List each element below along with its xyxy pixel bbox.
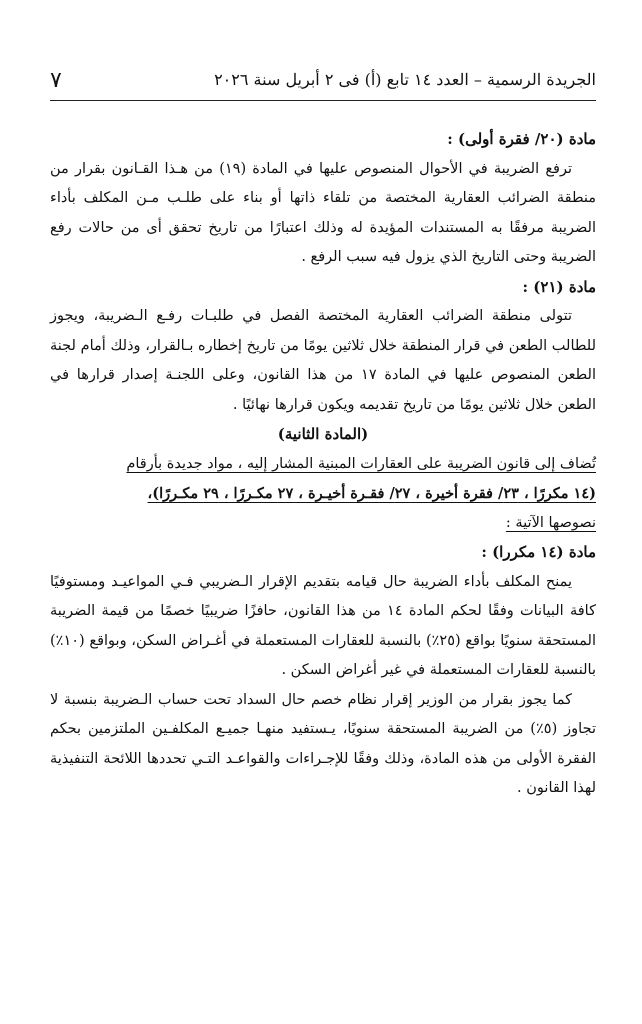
header-divider xyxy=(50,100,596,101)
document-body xyxy=(50,125,596,804)
article-14bis-heading: مادة (١٤ مكررا) : xyxy=(481,543,596,561)
page-number: ٧ xyxy=(50,68,62,93)
gazette-header-title: الجريدة الرسمية – العدد ١٤ تابع (أ) فى ٢ أبريل سنة ٢٠٢٦ xyxy=(214,70,596,89)
article-20-heading: مادة (٢٠/ فقرة أولى) : xyxy=(447,130,596,148)
second-article-intro-line2: (١٤ مكررًا ، ٢٣/ فقرة أخيرة ، ٢٧/ فقـرة أخيـرة ، ٢٧ مكـررًا ، ٢٩ مكـررًا)، xyxy=(147,485,596,502)
article-14bis-para2: كما يجوز بقرار من الوزير إقرار نظام خصم حال السداد تحت حساب الـضريبة بنسبة لا تجاوز (٥٪) من الضريبة المستحقة سنويًا، يـستفيد منهـا جميـع المكلفـين الملتزمين بحكم الفقرة الأولى من هذه المادة، وذلك وفقًا للإجـراءات والقواعـد التـي تحددها اللائحة التنفيذية لهذا القانون . xyxy=(50,691,596,796)
second-article-heading: (المادة الثانية) xyxy=(277,425,369,443)
page-header xyxy=(50,70,596,102)
second-article-intro-line1: تُضاف إلى قانون الضريبة على العقارات المبنية المشار إليه ، مواد جديدة بأرقام xyxy=(126,455,596,472)
article-21-text: تتولى منطقة الضرائب العقارية المختصة الفصل في طلبـات رفـع الـضريبة، ويجوز للطالب الطعن في قرار المنطقة خلال ثلاثين يومًا من تاريخ إخطاره بـالقرار، وذلك أمام لجنة الطعن المنصوص عليها في المادة ١٧ من هذا القانون، وعلى اللجنـة إصدار قرارها في الطعن خلال ثلاثين يومًا من تاريخ تقديمه ويكون قرارها نهائيًا . xyxy=(50,308,596,413)
article-21-heading: مادة (٢١) : xyxy=(522,277,596,296)
second-article-intro-line3: نصوصها الآتية : xyxy=(505,514,596,531)
article-20-text: ترفع الضريبة في الأحوال المنصوص عليها في المادة (١٩) من هـذا القـانون بقرار من منطقة الضرائب العقارية المختصة من تلقاء ذاتها أو بناء على طلـب مـن المكلف بأداء الضريبة مرفقًا به المستندات المؤيدة له وذلك اعتبارًا من تاريخ تحقق أى من حالات رفع الضريبة وحتى التاريخ الذي يزول فيه سبب الرفع . xyxy=(50,160,596,265)
article-14bis-para1: يمنح المكلف بأداء الضريبة حال قيامه بتقديم الإقرار الـضريبي فـي المواعيـد ومستوفيًا كافة البيانات وفقًا لحكم المادة ١٤ من هذا القانون، حافزًا ضريبيًا خصمًا من قيمة الضريبة المستحقة سنويًا بواقع (٢٥٪) بالنسبة للعقارات المستعملة في أغـراض السكن، وبواقع (١٠٪) بالنسبة للعقارات المستعملة في غير أغراض السكن . xyxy=(50,573,596,678)
